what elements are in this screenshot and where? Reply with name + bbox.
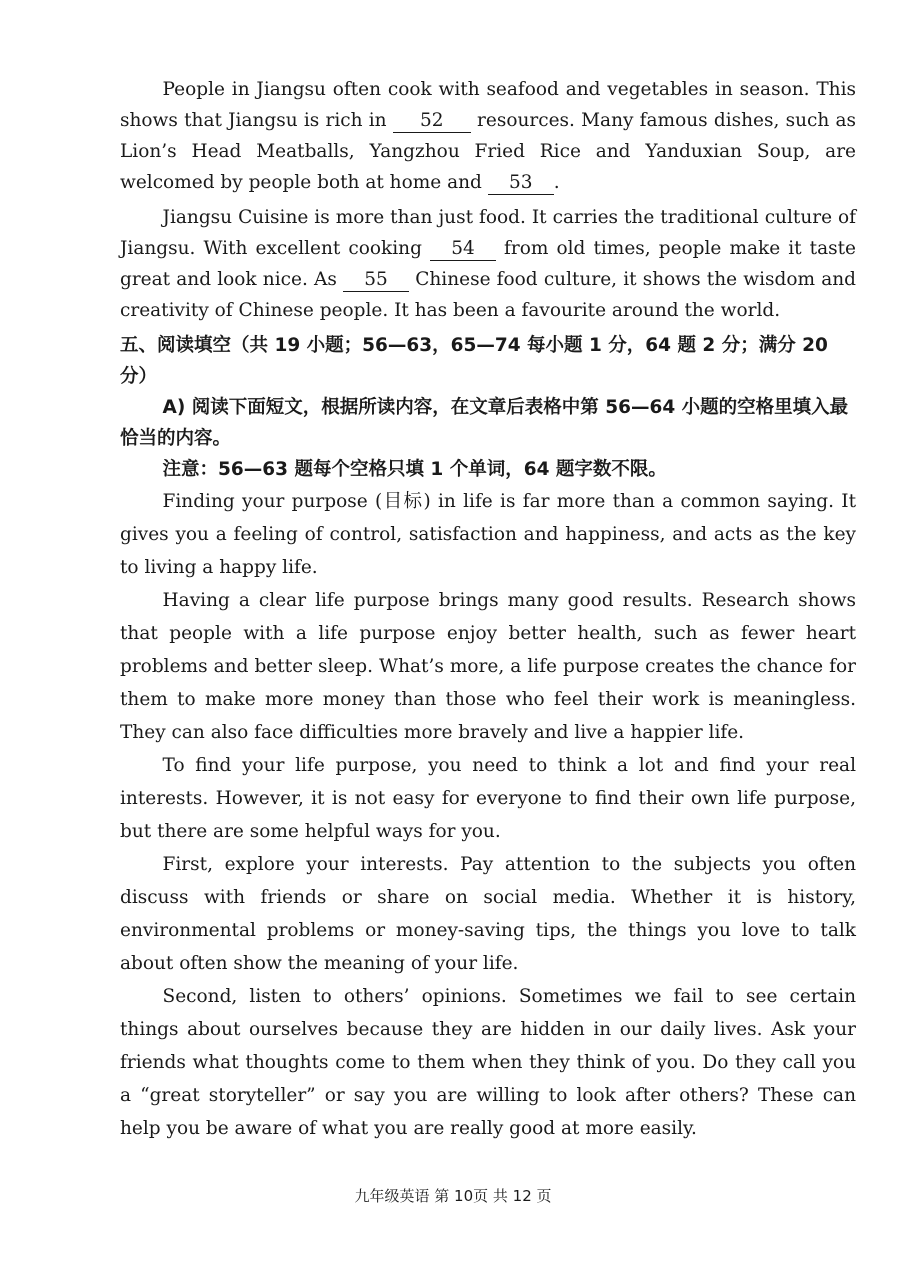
section-a-instruction: A) 阅读下面短文，根据所读内容，在文章后表格中第 56—64 小题的空格里填入最恰当的内容。 xyxy=(120,397,849,449)
blank-53: 53 xyxy=(488,172,554,195)
section-five-heading: 五、阅读填空（共 19 小题；56—63，65—74 每小题 1 分，64 题 2 分；满分 20 分） xyxy=(120,335,828,387)
blank-52: 52 xyxy=(393,110,471,133)
reading-paragraph-3: To find your life purpose, you need to think a lot and find your real interests. However, it is not easy for everyone to find their own life purpose, but there are some helpful ways for you. xyxy=(120,755,856,842)
cuisine-paragraph-2: Jiangsu Cuisine is more than just food. It carries the traditional culture of Jiangsu. With excellent cooking 54 from old times, people make it taste great and look nice. As 55 Chinese food culture, it shows the wisdom and creativity of Chinese people. It has been a favourite around the world. xyxy=(120,207,856,321)
reading-paragraph-4: First, explore your interests. Pay attention to the subjects you often discuss with friends or share on social media. Whether it is history, environmental problems or money-saving tips, the things you love to talk about often show the meaning of your life. xyxy=(120,854,856,974)
cuisine-paragraph-1: People in Jiangsu often cook with seafood and vegetables in season. This shows that Jiangsu is rich in 52 resources. Many famous dishes, such as Lion’s Head Meatballs, Yangzhou Fried Rice and Yanduxian Soup, are welcomed by people both at home and 53 . xyxy=(120,79,856,193)
page-footer: 九年级英语 第 10页 共 12 页 xyxy=(354,1187,552,1205)
blank-54: 54 xyxy=(430,238,496,261)
exam-page xyxy=(120,74,856,1145)
blank-55: 55 xyxy=(343,269,409,292)
reading-paragraph-2: Having a clear life purpose brings many good results. Research shows that people with a life purpose enjoy better health, such as fewer heart problems and better sleep. What’s more, a life purpose creates the chance for them to make more money than those who feel their work is meaningless. They can also face difficulties more bravely and live a happier life. xyxy=(120,590,856,743)
reading-paragraph-5: Second, listen to others’ opinions. Sometimes we fail to see certain things about ourselves because they are hidden in our daily lives. Ask your friends what thoughts come to them when they think of you. Do they call you a “great storyteller” or say you are willing to look after others? These can help you be aware of what you are really good at more easily. xyxy=(120,986,856,1139)
reading-paragraph-1: Finding your purpose (目标) in life is far more than a common saying. It gives you a feeling of control, satisfaction and happiness, and acts as the key to living a happy life. xyxy=(120,491,856,578)
section-a-note: 注意：56—63 题每个空格只填 1 个单词，64 题字数不限。 xyxy=(162,459,667,480)
